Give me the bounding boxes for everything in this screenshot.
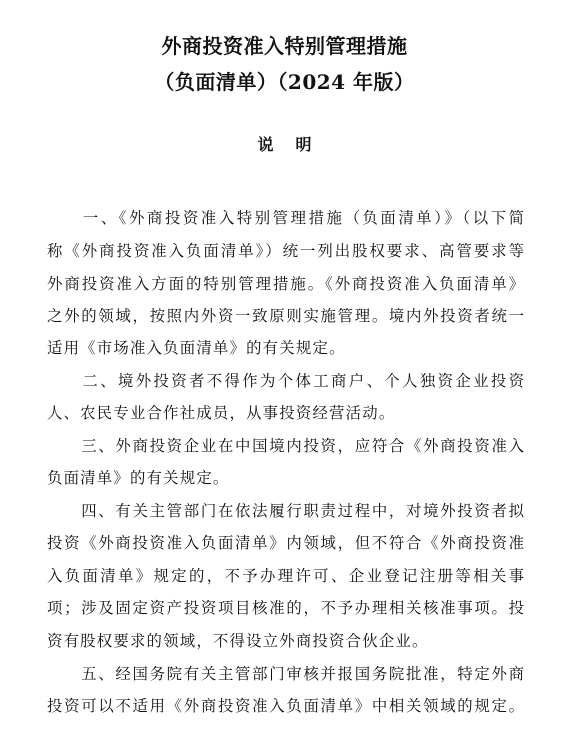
body-text-line: 项；涉及固定资产投资项目核准的，不予办理相关核准事项。投 [47,599,526,617]
body-text-line: 人、农民专业合作社成员，从事投资经营活动。 [47,404,396,422]
body-text-line: 四、有关主管部门在依法履行职责过程中，对境外投资者拟 [47,502,526,520]
body-text-line: 之外的领域，按照内外资一致原则实施管理。境内外投资者统一 [47,307,526,325]
section-heading [0,135,569,155]
heading-char: 说 [257,135,274,154]
body-text-line: 投资可以不适用《外商投资准入负面清单》中相关领域的规定。 [47,697,526,715]
body-text-line: 投资《外商投资准入负面清单》内领域，但不符合《外商投资准 [47,534,526,552]
body-text-line: 资有股权要求的领域，不得设立外商投资合伙企业。 [47,632,429,650]
document-title-line-1: 外商投资准入特别管理措施 [161,34,408,58]
body-text-line: 三、外商投资企业在中国境内投资，应符合《外商投资准入 [47,437,526,455]
body-text-line: 外商投资准入方面的特别管理措施。《外商投资准入负面清单》 [47,275,526,293]
body-text-line: 称《外商投资准入负面清单》）统一列出股权要求、高管要求等 [47,242,526,260]
body-text-line: 一、《外商投资准入特别管理措施（负面清单）》（以下简 [47,209,527,227]
body-text-line: 负面清单》的有关规定。 [47,469,230,487]
body-text-line: 入负面清单》规定的，不予办理许可、企业登记注册等相关事 [47,567,527,585]
body-text-line: 适用《市场准入负面清单》的有关规定。 [47,339,346,357]
body-text-line: 二、境外投资者不得作为个体工商户、个人独资企业投资 [47,372,527,390]
heading-char: 明 [295,135,312,154]
body-text-line: 五、经国务院有关主管部门审核并报国务院批准，特定外商 [47,665,526,683]
document-title-line-2: （负面清单）（2024 年版） [154,70,415,94]
